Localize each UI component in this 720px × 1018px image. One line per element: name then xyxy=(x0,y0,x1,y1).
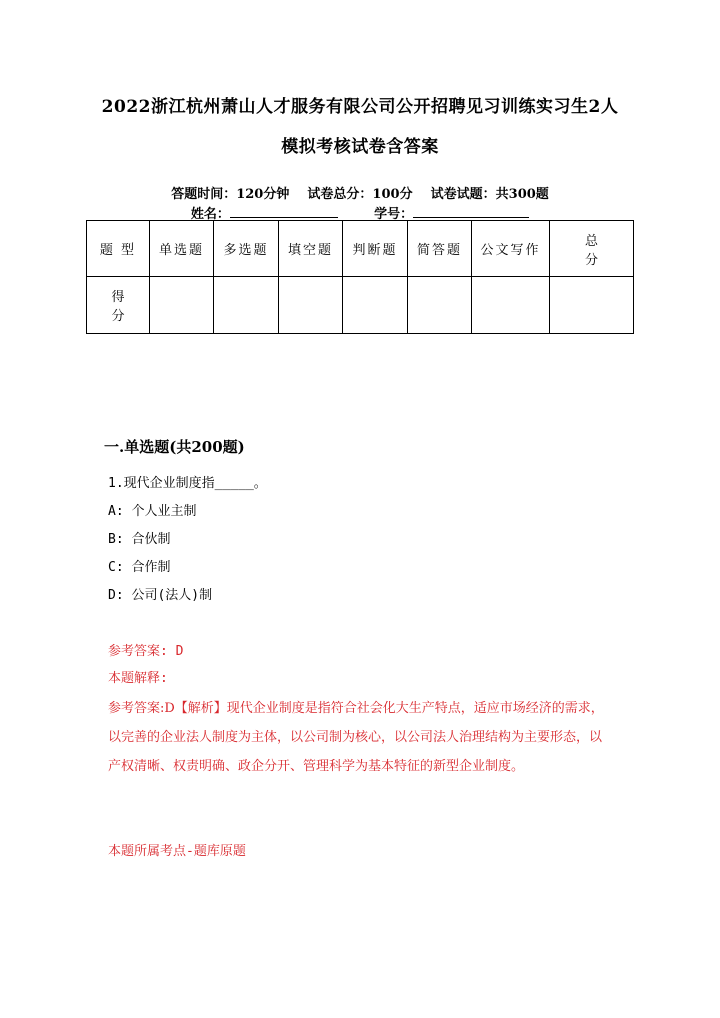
header-cell-short: 简答题 xyxy=(408,221,472,277)
score-cell xyxy=(343,277,408,334)
exam-meta-line: 答题时间：120分钟 试卷总分：100分 试卷试题：共300题 xyxy=(171,187,549,202)
section-heading: 一.单选题(共200题) xyxy=(104,438,245,456)
score-cell xyxy=(214,277,279,334)
option-d: D: 公司(法人)制 xyxy=(108,588,213,603)
explanation-label: 本题解释: xyxy=(108,671,168,686)
score-cell xyxy=(472,277,550,334)
question-stem: 1.现代企业制度指_____。 xyxy=(108,476,267,491)
name-label: 姓名： xyxy=(190,207,230,222)
score-cell xyxy=(150,277,214,334)
score-cell xyxy=(279,277,343,334)
header-cell-multi: 多选题 xyxy=(214,221,279,277)
score-table xyxy=(86,220,634,334)
header-cell-total: 总分 xyxy=(550,221,634,277)
option-b: B: 合伙制 xyxy=(108,532,171,547)
id-label: 学号： xyxy=(374,207,414,222)
document-title-line-2: 模拟考核试卷含答案 xyxy=(281,137,439,157)
option-c: C: 合作制 xyxy=(108,560,171,575)
answer-line: 参考答案: D xyxy=(108,644,184,659)
id-blank xyxy=(413,205,529,218)
question-source: 本题所属考点-题库原题 xyxy=(108,844,246,859)
score-cell xyxy=(408,277,472,334)
explanation-text: 参考答案:D【解析】现代企业制度是指符合社会化大生产特点，适应市场经济的需求，以完善的企业法人制度为主体，以公司制为核心，以公司法人治理结构为主要形态，以产权清晰、权责明确、政企分开、管理科学为基本特征的新型企业制度。 xyxy=(108,701,604,774)
score-table-header-row xyxy=(87,221,634,277)
header-cell-single: 单选题 xyxy=(150,221,214,277)
name-blank xyxy=(230,205,338,218)
document-title-line-1: 2022浙江杭州萧山人才服务有限公司公开招聘见习训练实习生2人 xyxy=(101,97,619,117)
option-a: A: 个人业主制 xyxy=(108,504,197,519)
header-cell-judge: 判断题 xyxy=(343,221,408,277)
row-label-score: 得分 xyxy=(87,277,150,334)
header-cell-type: 题 型 xyxy=(87,221,150,277)
score-table-score-row xyxy=(87,277,634,334)
score-cell xyxy=(550,277,634,334)
header-cell-fill: 填空题 xyxy=(279,221,343,277)
header-cell-writing: 公文写作 xyxy=(472,221,550,277)
